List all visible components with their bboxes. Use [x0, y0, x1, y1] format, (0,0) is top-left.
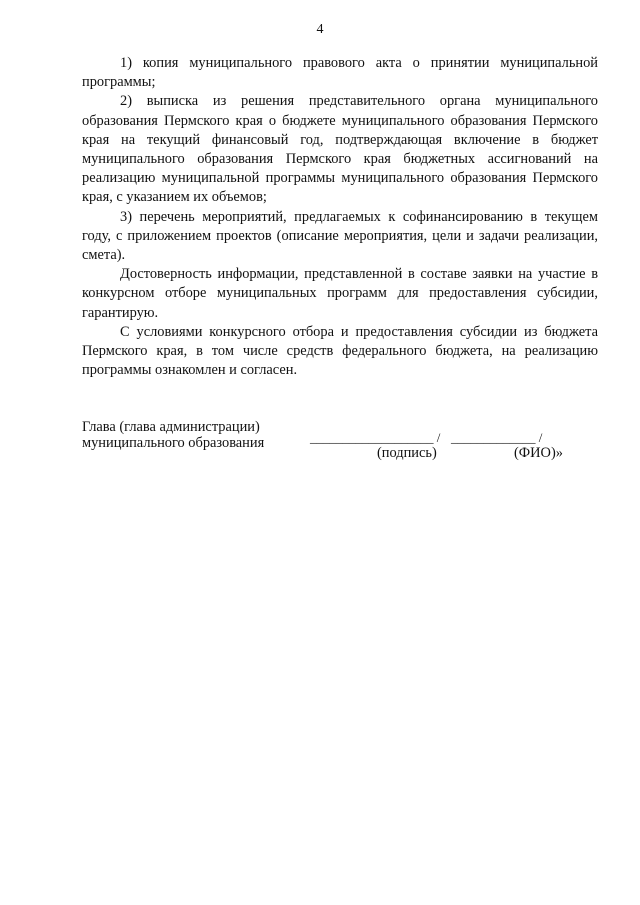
paragraph-item-1: 1) копия муниципального правового акта о принятии муниципальной программы; [82, 55, 598, 91]
paragraph-item-2: 2) выписка из решения представительного органа муниципального образования Пермского края о бюджете муниципального образования Пермского края на текущий финансовый год, подтверждающая включение в бюджет муниципального образования Пермского края бюджетных ассигнований на реализацию муниципальной программы муниципального образования Пермского края, с указанием их объемов; [82, 93, 598, 206]
signature-title [82, 420, 264, 451]
signature-blank: ___________________ / [310, 430, 441, 445]
paragraph-item-3: 3) перечень мероприятий, предлагаемых к софинансированию в текущем году, с приложением проектов (описание мероприятия, цели и задачи реализации, смета). [82, 208, 598, 264]
paragraph-agreement: С условиями конкурсного отбора и предоставления субсидии из бюджета Пермского края, в том числе средств федерального бюджета, на реализацию программы ознакомлен и согласен. [82, 323, 598, 379]
fio-caption: (ФИО)» [514, 445, 563, 461]
paragraph-guarantee: Достоверность информации, представленной в составе заявки на участие в конкурсном отборе муниципальных программ для предоставления субсидии, гарантирую. [82, 266, 598, 321]
signature-caption: (подпись) [377, 445, 437, 461]
signature-title-line-1: Глава (глава администрации) [82, 419, 260, 435]
fio-blank: _____________ / [451, 430, 543, 445]
page-number: 4 [316, 22, 324, 37]
signature-title-line-2: муниципального образования [82, 434, 265, 451]
document-body [82, 54, 598, 380]
